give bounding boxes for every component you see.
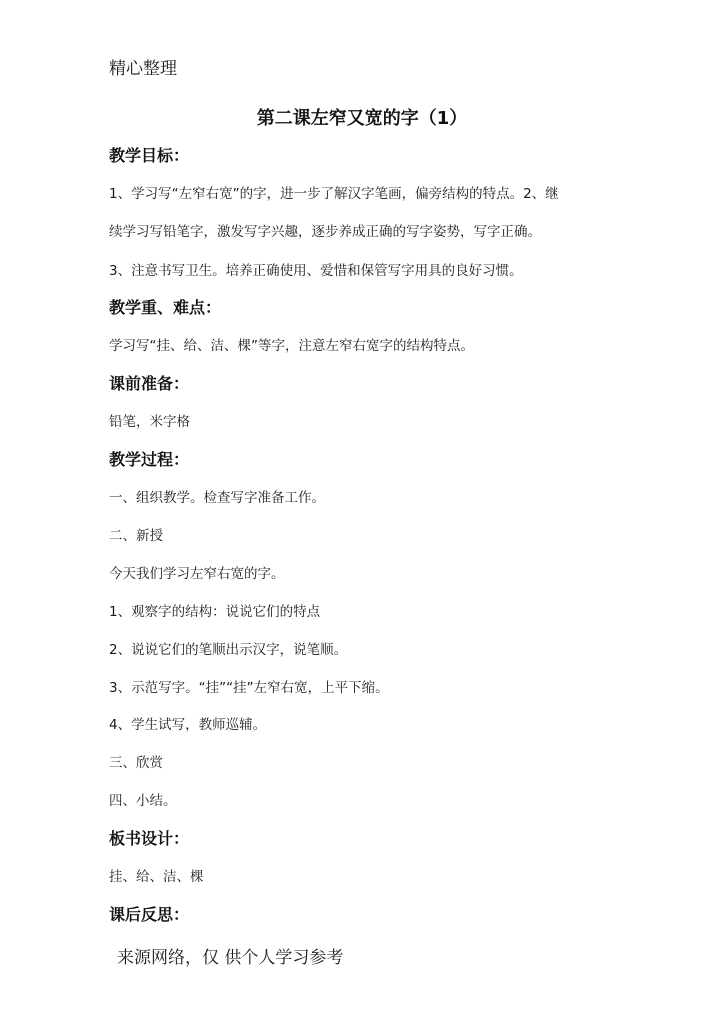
process-heading: 教学过程： bbox=[109, 450, 190, 469]
process-item: 三、欣赏 bbox=[109, 755, 163, 771]
board-text: 挂、给、洁、棵 bbox=[109, 869, 204, 885]
process-item: 1、观察字的结构：说说它们的特点 bbox=[109, 604, 321, 620]
goals-line-3: 3、注意书写卫生。培养正确使用、爱惜和保管写字用具的良好习惯。 bbox=[109, 263, 523, 279]
goals-heading: 教学目标： bbox=[109, 146, 190, 165]
header-note: 精心整理 bbox=[109, 59, 177, 79]
process-item: 二、新授 bbox=[109, 528, 163, 544]
key-points-heading: 教学重、难点： bbox=[109, 298, 222, 317]
process-item: 今天我们学习左窄右宽的字。 bbox=[109, 566, 285, 582]
footer-note: 来源网络，仅 供个人学习参考 bbox=[117, 948, 344, 968]
goals-line-1: 1、学习写“左窄右宽”的字，进一步了解汉字笔画，偏旁结构的特点。2、继 bbox=[109, 186, 559, 202]
goals-line-2: 续学习写铅笔字，激发写字兴趣，逐步养成正确的写字姿势，写字正确。 bbox=[109, 224, 541, 240]
process-item: 四、小结。 bbox=[109, 793, 177, 809]
document-title: 第二课左窄又宽的字（1） bbox=[256, 108, 468, 129]
reflection-heading: 课后反思： bbox=[109, 905, 190, 924]
process-item: 3、示范写字。“挂”“挂”左窄右宽，上平下缩。 bbox=[109, 680, 389, 696]
key-points-text: 学习写“挂、给、洁、棵”等字，注意左窄右宽字的结构特点。 bbox=[109, 338, 474, 354]
process-item: 2、说说它们的笔顺出示汉字，说笔顺。 bbox=[109, 642, 348, 658]
board-heading: 板书设计： bbox=[109, 829, 190, 848]
preparation-heading: 课前准备： bbox=[109, 374, 190, 393]
preparation-text: 铅笔，米字格 bbox=[109, 414, 190, 430]
process-item: 一、组织教学。检查写字准备工作。 bbox=[109, 490, 325, 506]
process-item: 4、学生试写，教师巡辅。 bbox=[109, 717, 267, 733]
